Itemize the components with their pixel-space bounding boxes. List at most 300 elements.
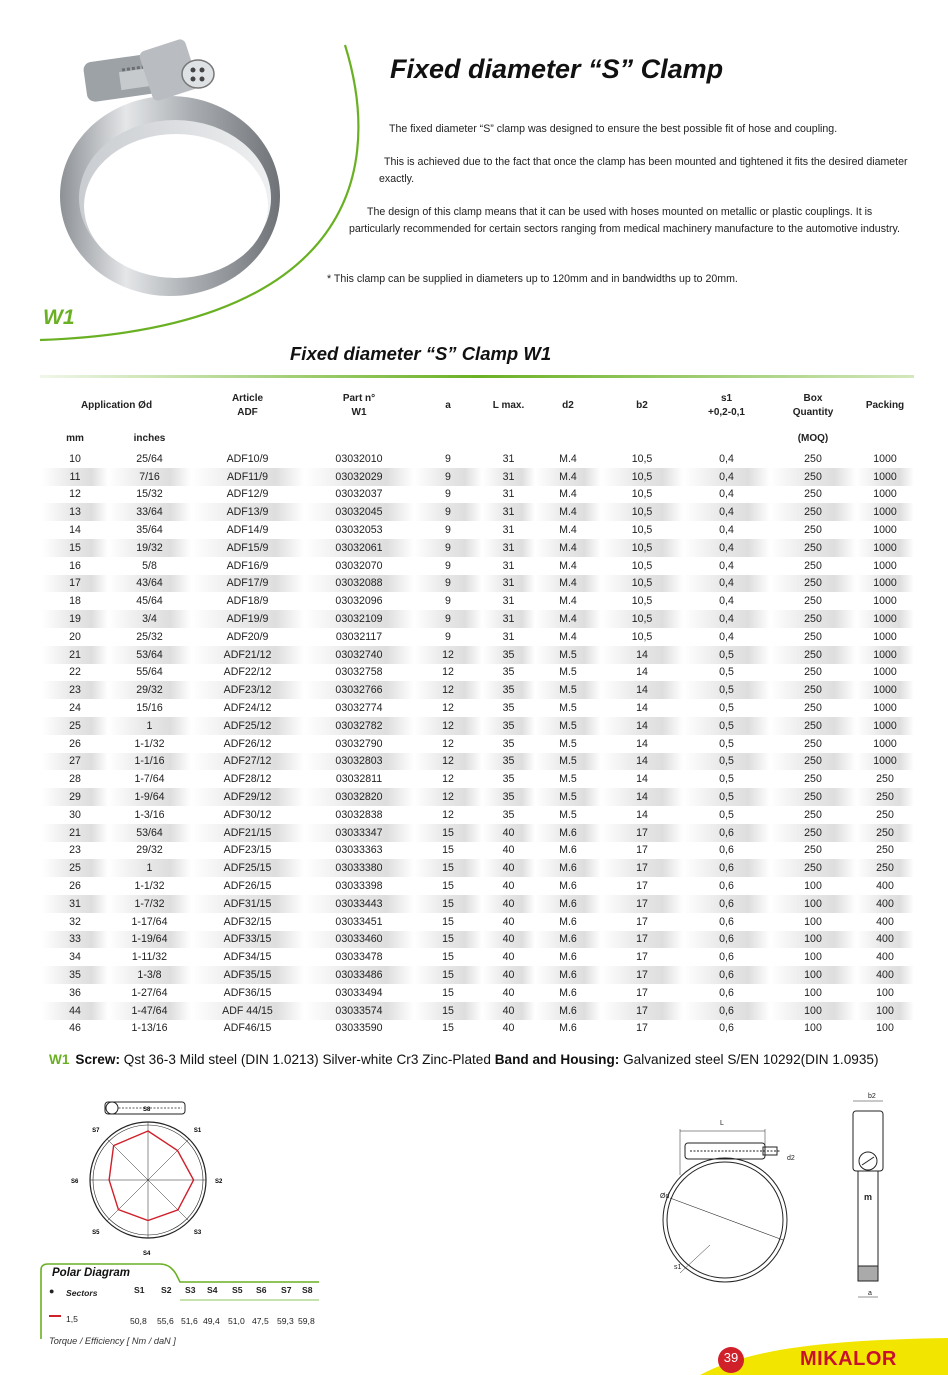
polar-sector-label: S1 [193, 1128, 202, 1135]
cell-a: 9 [445, 524, 451, 537]
cell-d2: M.6 [559, 915, 577, 928]
cell-b2: 10,5 [631, 452, 653, 465]
cell-part-number: 03033443 [304, 895, 414, 913]
cell-d2: M.4 [559, 488, 577, 501]
cell-a: 9 [414, 575, 482, 593]
cell-packing: 1000 [873, 488, 897, 501]
cell-s1: 0,5 [683, 717, 770, 735]
cell-lmax: 35 [502, 773, 515, 786]
cell-part-number: 03032782 [304, 717, 414, 735]
cell-d2: M.4 [559, 452, 577, 465]
series-line-icon [49, 1315, 61, 1317]
header-packing: Packing [865, 400, 905, 411]
cell-s1: 0,4 [683, 539, 770, 557]
cell-s1: 0,6 [683, 931, 770, 949]
cell-inches: 1-11/32 [131, 951, 168, 964]
table-row [42, 1020, 914, 1038]
sector-header: S4 [207, 1285, 218, 1295]
cell-a: 15 [414, 859, 482, 877]
cell-box-quantity: 250 [770, 717, 856, 735]
cell-d2: M.4 [535, 575, 601, 593]
cell-lmax: 31 [502, 630, 515, 643]
cell-packing: 1000 [873, 595, 897, 608]
header-s1: s1 +0,2-0,1 [708, 393, 745, 418]
cell-box-quantity: 250 [770, 646, 856, 664]
cell-article: ADF26/12 [223, 737, 272, 750]
cell-d2: M.4 [535, 610, 601, 628]
sector-value: 49,4 [203, 1316, 220, 1326]
cell-d2: M.5 [559, 666, 577, 679]
cell-inches: 53/64 [108, 824, 191, 842]
table-row [42, 913, 914, 931]
cell-packing: 400 [876, 915, 894, 928]
table-row [42, 895, 914, 913]
cell-b2: 10,5 [631, 524, 653, 537]
cell-b2: 10,5 [631, 559, 653, 572]
cell-box-quantity: 250 [804, 630, 822, 643]
cell-box-quantity: 100 [804, 951, 822, 964]
cell-a: 12 [442, 808, 454, 821]
cell-a: 12 [414, 717, 482, 735]
cell-packing: 100 [856, 1002, 914, 1020]
polar-sector-label: S2 [215, 1179, 223, 1185]
cell-inches: 15/32 [136, 488, 163, 501]
cell-d2: M.4 [535, 539, 601, 557]
cell-part-number: 03032109 [304, 610, 414, 628]
cell-s1: 0,5 [683, 646, 770, 664]
cell-inches: 1-7/32 [108, 895, 191, 913]
table-row [42, 842, 914, 860]
cell-box-quantity: 250 [804, 559, 822, 572]
cell-s1: 0,5 [683, 753, 770, 771]
sector-value: 50,8 [130, 1316, 147, 1326]
cell-lmax: 40 [482, 966, 535, 984]
cell-inches: 29/32 [136, 844, 163, 857]
cell-mm: 13 [42, 503, 108, 521]
cell-s1: 0,4 [719, 630, 734, 643]
svg-text:L: L [720, 1120, 724, 1127]
page-number: 39 [723, 1350, 739, 1365]
cell-s1: 0,6 [719, 1022, 734, 1035]
dimension-labels [660, 1093, 876, 1297]
cell-d2: M.5 [535, 681, 601, 699]
cell-a: 12 [442, 666, 454, 679]
clamp-screw-housing [83, 38, 214, 103]
materials-line [49, 1052, 878, 1067]
cell-d2: M.4 [535, 503, 601, 521]
cell-inches: 1-9/64 [108, 788, 191, 806]
cell-inches: 5/8 [142, 559, 157, 572]
cell-b2: 10,5 [631, 630, 653, 643]
cell-s1: 0,5 [719, 702, 734, 715]
cell-packing: 1000 [856, 646, 914, 664]
cell-inches: 35/64 [136, 524, 163, 537]
cell-mm: 35 [42, 966, 108, 984]
cell-part-number: 03032029 [304, 468, 414, 486]
cell-part-number: 03033494 [335, 986, 383, 999]
cell-lmax: 35 [482, 646, 535, 664]
cell-inches: 3/4 [108, 610, 191, 628]
cell-packing: 1000 [856, 753, 914, 771]
cell-article: ADF19/9 [191, 610, 304, 628]
cell-packing: 400 [876, 951, 894, 964]
cell-inches: 15/16 [136, 702, 163, 715]
cell-article: ADF10/9 [226, 452, 269, 465]
cell-mm: 18 [69, 595, 81, 608]
cell-box-quantity: 250 [804, 595, 822, 608]
cell-box-quantity: 250 [770, 788, 856, 806]
cell-packing: 1000 [856, 575, 914, 593]
cell-d2: M.6 [559, 880, 577, 893]
table-section-title: Fixed diameter “S” Clamp W1 [290, 343, 552, 364]
sectors-label: Sectors [66, 1288, 98, 1298]
cell-d2: M.6 [535, 859, 601, 877]
cell-packing: 400 [856, 931, 914, 949]
cell-inches: 1-3/8 [108, 966, 191, 984]
cell-b2: 17 [601, 895, 683, 913]
table-row [42, 503, 914, 521]
cell-box-quantity: 250 [804, 808, 822, 821]
polar-sector-label: S6 [71, 1179, 79, 1185]
polar-sector-label: S5 [92, 1229, 100, 1236]
cell-part-number: 03032117 [335, 630, 383, 643]
cell-article: ADF18/9 [226, 595, 269, 608]
polar-sector-labels [71, 1107, 223, 1257]
cell-article: ADF28/12 [223, 773, 272, 786]
cell-packing: 100 [876, 1022, 894, 1035]
svg-text:m: m [864, 1192, 873, 1202]
svg-text:s1: s1 [674, 1264, 682, 1271]
cell-s1: 0,6 [719, 844, 734, 857]
cell-b2: 17 [601, 859, 683, 877]
brand-logo: MIKALOR [800, 1348, 897, 1370]
cell-part-number: 03033347 [304, 824, 414, 842]
table-row [42, 486, 914, 504]
cell-lmax: 31 [482, 468, 535, 486]
cell-a: 12 [414, 753, 482, 771]
cell-packing: 250 [856, 824, 914, 842]
spec-table [42, 380, 914, 1037]
cell-lmax: 31 [502, 595, 515, 608]
product-code-badge: W1 [43, 306, 75, 329]
cell-b2: 10,5 [601, 503, 683, 521]
cell-d2: M.6 [559, 951, 577, 964]
cell-a: 15 [442, 1022, 454, 1035]
page-title: Fixed diameter “S” Clamp [390, 54, 724, 84]
cell-mm: 11 [42, 468, 108, 486]
table-row [42, 468, 914, 486]
table-row [42, 539, 914, 557]
cell-lmax: 40 [502, 880, 515, 893]
cell-packing: 1000 [873, 452, 897, 465]
cell-inches: 25/64 [136, 452, 163, 465]
cell-inches: 25/32 [136, 630, 163, 643]
cell-b2: 10,5 [601, 610, 683, 628]
cell-a: 15 [414, 1002, 482, 1020]
cell-box-quantity: 250 [770, 575, 856, 593]
cell-b2: 14 [636, 737, 648, 750]
cell-inches: 1-27/64 [131, 986, 168, 999]
svg-text:b2: b2 [868, 1093, 876, 1100]
cell-a: 9 [414, 610, 482, 628]
cell-part-number: 03032061 [304, 539, 414, 557]
cell-mm: 44 [42, 1002, 108, 1020]
cell-box-quantity: 100 [804, 986, 822, 999]
cell-mm: 25 [42, 717, 108, 735]
cell-s1: 0,6 [719, 951, 734, 964]
cell-s1: 0,5 [719, 666, 734, 679]
cell-article: ADF21/15 [191, 824, 304, 842]
cell-d2: M.4 [535, 468, 601, 486]
cell-lmax: 40 [502, 844, 515, 857]
cell-article: ADF27/12 [191, 753, 304, 771]
cell-box-quantity: 250 [770, 468, 856, 486]
cell-mm: 20 [69, 630, 81, 643]
cell-lmax: 31 [482, 539, 535, 557]
torque-note: Torque / Efficiency [ Nm / daN ] [49, 1336, 176, 1346]
cell-a: 15 [442, 844, 454, 857]
cell-d2: M.5 [535, 717, 601, 735]
cell-s1: 0,5 [719, 808, 734, 821]
cell-b2: 17 [636, 1022, 648, 1035]
cell-part-number: 03032758 [335, 666, 383, 679]
cell-s1: 0,5 [719, 773, 734, 786]
cell-box-quantity: 100 [804, 880, 822, 893]
cell-b2: 17 [601, 1002, 683, 1020]
cell-packing: 1000 [856, 681, 914, 699]
cell-mm: 33 [42, 931, 108, 949]
cell-a: 15 [414, 895, 482, 913]
header-a: a [445, 400, 451, 411]
cell-lmax: 31 [502, 524, 515, 537]
table-row [42, 521, 914, 539]
cell-lmax: 40 [482, 1002, 535, 1020]
cell-article: ADF11/9 [191, 468, 304, 486]
cell-part-number: 03033363 [335, 844, 383, 857]
cell-b2: 14 [601, 753, 683, 771]
cell-a: 9 [445, 559, 451, 572]
cell-article: ADF32/15 [223, 915, 272, 928]
cell-mm: 16 [69, 559, 81, 572]
cell-inches: 1-19/64 [108, 931, 191, 949]
spec-table-body [42, 450, 914, 1037]
sector-header: S7 [281, 1285, 292, 1295]
cell-box-quantity: 250 [804, 488, 822, 501]
dimension-drawing [640, 1085, 910, 1310]
screw-label: Screw: [75, 1052, 120, 1067]
cell-s1: 0,6 [719, 986, 734, 999]
cell-part-number: 03032096 [335, 595, 383, 608]
cell-inches: 1-13/16 [131, 1022, 168, 1035]
cell-s1: 0,4 [683, 503, 770, 521]
cell-article: ADF35/15 [191, 966, 304, 984]
cell-article: ADF20/9 [226, 630, 269, 643]
cell-inches: 1-3/16 [134, 808, 165, 821]
cell-lmax: 31 [502, 452, 515, 465]
header-part-number: Part n° W1 [342, 393, 376, 418]
cell-part-number: 03033460 [304, 931, 414, 949]
cell-packing: 250 [856, 859, 914, 877]
cell-lmax: 35 [482, 753, 535, 771]
cell-box-quantity: 100 [804, 915, 822, 928]
cell-s1: 0,5 [719, 737, 734, 750]
cell-inches: 43/64 [108, 575, 191, 593]
cell-article: ADF23/12 [191, 681, 304, 699]
cell-d2: M.6 [535, 931, 601, 949]
cell-d2: M.6 [535, 966, 601, 984]
cell-lmax: 40 [502, 951, 515, 964]
cell-mm: 14 [69, 524, 81, 537]
cell-b2: 14 [601, 681, 683, 699]
cell-a: 15 [414, 966, 482, 984]
table-row [42, 610, 914, 628]
cell-s1: 0,4 [719, 488, 734, 501]
cell-mm: 36 [69, 986, 81, 999]
cell-article: ADF17/9 [191, 575, 304, 593]
cell-packing: 1000 [856, 468, 914, 486]
cell-lmax: 35 [482, 788, 535, 806]
table-row [42, 770, 914, 788]
cell-packing: 100 [876, 986, 894, 999]
cell-packing: 1000 [856, 539, 914, 557]
header-box-quantity: Box Quantity [792, 393, 834, 418]
table-row [42, 557, 914, 575]
table-row [42, 948, 914, 966]
cell-b2: 14 [636, 666, 648, 679]
cell-s1: 0,6 [719, 880, 734, 893]
cell-b2: 14 [636, 808, 648, 821]
cell-mm: 26 [69, 880, 81, 893]
cell-box-quantity: 100 [770, 895, 856, 913]
table-row [42, 788, 914, 806]
cell-part-number: 03032838 [335, 808, 383, 821]
header-b2: b2 [636, 400, 648, 411]
cell-inches: 1-7/64 [134, 773, 165, 786]
cell-mm: 23 [69, 844, 81, 857]
cell-box-quantity: 250 [804, 844, 822, 857]
cell-mm: 19 [42, 610, 108, 628]
sector-header: S8 [302, 1285, 313, 1295]
cell-inches: 1 [108, 859, 191, 877]
cell-mm: 21 [42, 824, 108, 842]
cell-box-quantity: 100 [770, 1002, 856, 1020]
supply-note: * This clamp can be supplied in diameters up to 120mm and in bandwidths up to 20mm. [327, 273, 738, 285]
cell-inches: 55/64 [136, 666, 163, 679]
cell-b2: 14 [636, 773, 648, 786]
cell-article: ADF22/12 [223, 666, 272, 679]
cell-d2: M.5 [559, 808, 577, 821]
table-row [42, 877, 914, 895]
cell-article: ADF33/15 [191, 931, 304, 949]
table-row [42, 592, 914, 610]
cell-mm: 24 [69, 702, 81, 715]
cell-s1: 0,6 [683, 824, 770, 842]
cell-mm: 21 [42, 646, 108, 664]
cell-a: 15 [414, 824, 482, 842]
cell-article: ADF29/12 [191, 788, 304, 806]
cell-b2: 10,5 [601, 575, 683, 593]
cell-article: ADF24/12 [223, 702, 272, 715]
cell-article: ADF14/9 [226, 524, 269, 537]
cell-packing: 250 [856, 788, 914, 806]
cell-mm: 34 [69, 951, 81, 964]
table-row [42, 1002, 914, 1020]
cell-a: 12 [442, 737, 454, 750]
cell-lmax: 40 [482, 895, 535, 913]
cell-s1: 0,4 [719, 524, 734, 537]
cell-part-number: 03032766 [304, 681, 414, 699]
table-row [42, 575, 914, 593]
cell-mm: 32 [69, 915, 81, 928]
sector-value: 51,0 [228, 1316, 245, 1326]
cell-lmax: 31 [482, 610, 535, 628]
cell-inches: 19/32 [108, 539, 191, 557]
cell-d2: M.6 [559, 844, 577, 857]
cell-a: 12 [414, 646, 482, 664]
cell-inches: 1-1/32 [134, 737, 165, 750]
cell-box-quantity: 250 [770, 539, 856, 557]
polar-values-table [44, 1285, 320, 1337]
cell-lmax: 31 [502, 488, 515, 501]
cell-s1: 0,5 [683, 681, 770, 699]
sector-header: S3 [185, 1285, 196, 1295]
intro-paragraph-3: The design of this clamp means that it can be used with hoses mounted on metallic or plastic couplings. It is particularly recommended for certain sectors ranging from medical machinery manufacture to the automotive industry. [349, 206, 900, 235]
cell-part-number: 03032820 [304, 788, 414, 806]
cell-mm: 23 [42, 681, 108, 699]
cell-box-quantity: 250 [804, 452, 822, 465]
cell-mm: 25 [42, 859, 108, 877]
clamp-product-photo [40, 38, 330, 308]
cell-box-quantity: 250 [804, 773, 822, 786]
header-d2: d2 [562, 400, 574, 411]
cell-part-number: 03032790 [335, 737, 383, 750]
cell-mm: 17 [42, 575, 108, 593]
cell-a: 9 [445, 595, 451, 608]
cell-box-quantity: 100 [770, 931, 856, 949]
cell-mm: 10 [69, 452, 81, 465]
polar-diagram-drawing [60, 1085, 240, 1257]
svg-text:d2: d2 [787, 1155, 795, 1162]
table-row [42, 859, 914, 877]
cell-article: ADF36/15 [223, 986, 272, 999]
cell-s1: 0,6 [683, 966, 770, 984]
cell-part-number: 03032740 [304, 646, 414, 664]
cell-b2: 10,5 [601, 468, 683, 486]
cell-b2: 14 [601, 646, 683, 664]
table-row [42, 646, 914, 664]
cell-lmax: 35 [502, 737, 515, 750]
cell-d2: M.5 [559, 773, 577, 786]
cell-packing: 1000 [873, 524, 897, 537]
cell-a: 9 [414, 503, 482, 521]
cell-a: 12 [414, 681, 482, 699]
cell-lmax: 35 [482, 717, 535, 735]
table-row [42, 699, 914, 717]
table-row [42, 931, 914, 949]
table-row [42, 717, 914, 735]
cell-b2: 10,5 [631, 595, 653, 608]
cell-lmax: 40 [502, 915, 515, 928]
cell-a: 15 [414, 931, 482, 949]
cell-d2: M.5 [535, 788, 601, 806]
cell-part-number: 03033478 [335, 951, 383, 964]
header-application: Application Ød [80, 400, 153, 411]
sector-header: S6 [256, 1285, 267, 1295]
cell-lmax: 31 [482, 503, 535, 521]
intro-paragraph-2: This is achieved due to the fact that once the clamp has been mounted and tightened it fits the desired diameter exactly. [379, 156, 908, 185]
cell-b2: 14 [601, 788, 683, 806]
cell-inches: 1-17/64 [131, 915, 168, 928]
